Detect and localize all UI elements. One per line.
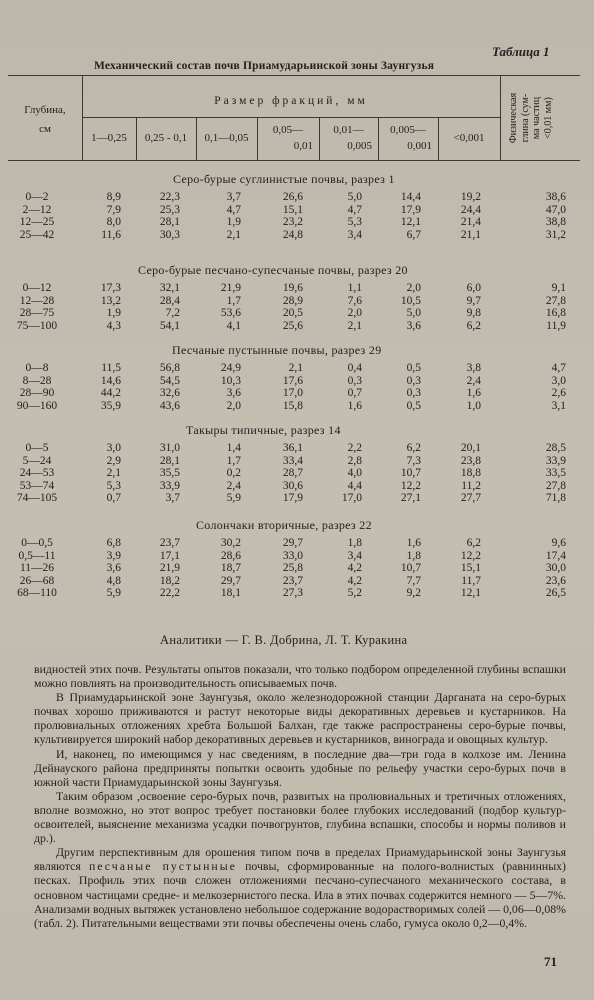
table-row — [0, 455, 594, 467]
value-cell: 3,0 — [106, 442, 121, 454]
table-row — [0, 282, 594, 294]
value-cell: 43,6 — [159, 399, 180, 412]
depth-cell: 2—12 — [22, 203, 52, 216]
value-cell: 1,0 — [466, 399, 481, 412]
value-cell: 22,2 — [159, 587, 180, 599]
depth-cell: 53—74 — [19, 479, 55, 492]
value-cell: 5,3 — [347, 216, 362, 228]
table-row — [0, 537, 594, 549]
value-cell: 5,0 — [406, 307, 421, 319]
value-cell: 12,1 — [460, 587, 481, 599]
value-cell: 14,6 — [100, 374, 121, 387]
value-cell: 71,8 — [545, 492, 566, 504]
value-cell: 17,0 — [341, 492, 362, 504]
fraction-header: 0,005 — [347, 140, 372, 152]
value-cell: 3,6 — [226, 387, 241, 399]
value-cell: 13,2 — [100, 294, 121, 307]
depth-cell: 26—68 — [19, 574, 55, 587]
value-cell: 1,8 — [347, 537, 362, 549]
value-cell: 4,1 — [226, 319, 241, 332]
value-cell: 31,0 — [159, 442, 180, 454]
value-cell: 9,1 — [551, 282, 566, 294]
value-cell: 28,1 — [159, 454, 180, 467]
value-cell: 17,9 — [282, 492, 303, 504]
value-cell: 27,3 — [282, 587, 303, 599]
value-cell: 17,1 — [159, 549, 180, 562]
value-cell: 17,9 — [400, 203, 421, 216]
value-cell: 33,5 — [545, 467, 566, 479]
value-cell: 35,5 — [159, 467, 180, 479]
table-row — [0, 480, 594, 492]
value-cell: 23,7 — [159, 537, 180, 549]
value-cell: 32,1 — [159, 282, 180, 294]
fraction-header: 0,01 — [293, 140, 313, 152]
value-cell: 1,7 — [226, 294, 241, 307]
depth-cell: 11—26 — [19, 562, 55, 574]
value-cell: 4,2 — [347, 574, 362, 587]
value-cell: 1,9 — [106, 307, 121, 319]
value-cell: 30,2 — [220, 537, 241, 549]
section-title: Серо-бурые песчано-супесчаные почвы, разрез 20 — [138, 263, 408, 277]
value-cell: 3,9 — [106, 549, 121, 562]
value-cell: 17,4 — [545, 549, 566, 562]
value-cell: 30,3 — [159, 228, 180, 241]
value-cell: 0,7 — [347, 387, 362, 399]
table-row — [0, 400, 594, 412]
value-cell: 24,4 — [460, 203, 481, 216]
value-cell: 6,8 — [106, 537, 121, 549]
value-cell: 17,0 — [282, 387, 303, 399]
value-cell: 0,4 — [347, 362, 362, 374]
fraction-header: 0,25 - 0,1 — [144, 132, 188, 144]
analysts-line: Аналитики — Г. В. Добрина, Л. Т. Куракина — [160, 633, 408, 647]
value-cell: 2,0 — [347, 307, 362, 319]
value-cell: 27,1 — [400, 492, 421, 504]
value-cell: 28,7 — [282, 467, 303, 479]
depth-cell: 25—42 — [19, 228, 55, 241]
fraction-header: 1—0,25 — [91, 132, 127, 144]
value-cell: 23,6 — [545, 574, 566, 587]
value-cell: 1,9 — [226, 216, 241, 228]
clay-header — [504, 80, 578, 158]
depth-cell: 0—0,5 — [21, 537, 53, 549]
value-cell: 4,7 — [347, 203, 362, 216]
table-title: Механический состав почв Приамударьинской зоны Заунгузья — [94, 60, 435, 72]
value-cell: 3,4 — [347, 228, 362, 241]
value-cell: 4,7 — [226, 203, 241, 216]
value-cell: 2,1 — [347, 319, 362, 332]
value-cell: 11,5 — [101, 362, 121, 374]
table-row — [0, 550, 594, 562]
table-row — [0, 387, 594, 399]
value-cell: 9,6 — [551, 537, 566, 549]
depth-cell: 0—2 — [25, 191, 49, 203]
value-cell: 54,5 — [159, 374, 180, 387]
value-cell: 26,6 — [282, 191, 303, 203]
value-cell: 7,2 — [165, 307, 180, 319]
value-cell: 26,5 — [545, 587, 566, 599]
table-row — [0, 229, 594, 241]
value-cell: 4,3 — [106, 319, 121, 332]
depth-cell: 0,5—11 — [18, 549, 56, 562]
value-cell: 10,3 — [220, 374, 241, 387]
emphasis: песчаные пустынные — [88, 859, 237, 874]
paragraph: Другим перспективным для орошения типом почв в пределах Приамударьинской зоны Заунгузья являются песчаные пустынные почвы, сформированные на полого-волнистых (равнинных) песках. Профиль этих почв сложен отложениями песчано-супесчаного механического состава, в основном частицами средне- и мелкозернистого песка. Ила в этих почвах содержится немного — 5—7%. Анализами водных вытяжек установлено небольшое содержание водорастворимых солей — 0,06—0,08% (табл. 2). Питательными веществами эти почвы обеспечены очень слабо, гумуса около 0,2—0,4%. — [34, 845, 566, 930]
value-cell: 3,4 — [347, 549, 362, 562]
value-cell: 36,1 — [282, 442, 303, 454]
value-cell: 1,6 — [347, 399, 362, 412]
depth-cell: 24—53 — [19, 467, 55, 479]
table-row — [0, 442, 594, 454]
value-cell: 19,2 — [460, 191, 481, 203]
value-cell: 53,6 — [220, 307, 241, 319]
value-cell: 7,3 — [406, 454, 421, 467]
value-cell: 2,8 — [347, 454, 362, 467]
paragraph: Таким образом ,освоение серо-бурых почв, развитых на пролювиальных и третичных отложениях, вполне возможно, но этот вопрос требует постановки более глубоких исследований (подбор культур-освоителей, выяснение механизма усадки почвогрунтов, глубина вспашки, способы и нормы поливов и др.). — [34, 788, 566, 846]
header-bottom-rule — [8, 160, 580, 161]
clay-header-line: глина (сум- — [519, 93, 531, 143]
section-title: Солончаки вторичные, разрез 22 — [196, 518, 372, 532]
value-cell: 7,9 — [106, 203, 121, 216]
value-cell: 33,9 — [545, 454, 566, 467]
value-cell: 47,0 — [545, 203, 566, 216]
value-cell: 4,2 — [347, 562, 362, 574]
value-cell: 4,4 — [347, 479, 362, 492]
value-cell: 3,1 — [551, 399, 566, 412]
depth-cell: 12—28 — [19, 294, 55, 307]
value-cell: 2,1 — [226, 228, 241, 241]
value-cell: 28,5 — [545, 442, 566, 454]
value-cell: 20,1 — [460, 442, 481, 454]
value-cell: 3,6 — [106, 562, 121, 574]
value-cell: 18,7 — [220, 562, 241, 574]
value-cell: 3,7 — [226, 191, 241, 203]
value-cell: 28,6 — [220, 549, 241, 562]
value-cell: 0,3 — [406, 387, 421, 399]
depth-cell: 75—100 — [16, 319, 58, 332]
value-cell: 2,1 — [106, 467, 121, 479]
fraction-header: 0,001 — [407, 140, 432, 152]
value-cell: 20,5 — [282, 307, 303, 319]
value-cell: 3,7 — [165, 492, 180, 504]
table-row — [0, 562, 594, 574]
depth-header: Глубина, — [24, 104, 66, 116]
value-cell: 38,8 — [545, 216, 566, 228]
value-cell: 27,7 — [460, 492, 481, 504]
value-cell: 54,1 — [159, 319, 180, 332]
value-cell: 2,6 — [551, 387, 566, 399]
section-title: Песчаные пустынные почвы, разрез 29 — [172, 343, 382, 357]
value-cell: 14,4 — [400, 191, 421, 203]
table-row — [0, 295, 594, 307]
depth-cell: 28—90 — [19, 387, 55, 399]
depth-cell: 0—5 — [25, 442, 49, 454]
value-cell: 1,4 — [226, 442, 241, 454]
value-cell: 4,0 — [347, 467, 362, 479]
value-cell: 12,1 — [400, 216, 421, 228]
value-cell: 16,8 — [545, 307, 566, 319]
value-cell: 25,6 — [282, 319, 303, 332]
paragraph: видностей этих почв. Результаты опытов показали, что только подбором определенной глубины вспашки можно повлиять на производительность описываемых почв. — [34, 662, 566, 691]
depth-cell: 28—75 — [19, 307, 55, 319]
value-cell: 10,7 — [400, 562, 421, 574]
value-cell: 0,7 — [106, 492, 121, 504]
value-cell: 0,3 — [406, 374, 421, 387]
fractions-header: Размер фракций, мм — [214, 95, 368, 107]
value-cell: 28,9 — [282, 294, 303, 307]
value-cell: 17,3 — [100, 282, 121, 294]
value-cell: 33,4 — [282, 454, 303, 467]
body-text — [34, 662, 566, 930]
clay-header-line: Физическая — [508, 92, 519, 144]
depth-cell: 5—24 — [22, 454, 52, 467]
table-row — [0, 191, 594, 203]
value-cell: 27,8 — [545, 294, 566, 307]
value-cell: 10,7 — [400, 467, 421, 479]
value-cell: 7,6 — [347, 294, 362, 307]
depth-cell: 74—105 — [16, 492, 58, 504]
value-cell: 0,2 — [226, 467, 241, 479]
value-cell: 24,8 — [282, 228, 303, 241]
value-cell: 23,2 — [282, 216, 303, 228]
table-row — [0, 216, 594, 228]
value-cell: 21,1 — [460, 228, 481, 241]
depth-cell: 0—8 — [25, 362, 49, 374]
table-row — [0, 492, 594, 504]
value-cell: 22,3 — [159, 191, 180, 203]
value-cell: 38,6 — [545, 191, 566, 203]
depth-cell: 0—12 — [22, 282, 52, 294]
value-cell: 27,8 — [545, 479, 566, 492]
value-cell: 4,8 — [106, 574, 121, 587]
table-row — [0, 575, 594, 587]
value-cell: 10,5 — [400, 294, 421, 307]
value-cell: 0,5 — [406, 362, 421, 374]
fraction-header: 0,01— — [333, 124, 364, 136]
value-cell: 32,6 — [159, 387, 180, 399]
page-number: 71 — [544, 954, 557, 969]
table-row — [0, 204, 594, 216]
value-cell: 8,9 — [106, 191, 121, 203]
depth-cell: 90—160 — [16, 399, 58, 412]
value-cell: 2,1 — [288, 362, 303, 374]
value-cell: 11,7 — [461, 574, 481, 587]
value-cell: 5,0 — [347, 191, 362, 203]
value-cell: 23,8 — [460, 454, 481, 467]
table-row — [0, 587, 594, 599]
value-cell: 7,7 — [406, 574, 421, 587]
value-cell: 4,7 — [551, 362, 566, 374]
value-cell: 15,1 — [282, 203, 303, 216]
value-cell: 2,4 — [466, 374, 481, 387]
value-cell: 23,7 — [282, 574, 303, 587]
value-cell: 9,7 — [466, 294, 481, 307]
value-cell: 44,2 — [100, 387, 121, 399]
paragraph: В Приамударьинской зоне Заунгузья, около железнодорожной станции Дарганата на серо-бурых почвах хорошо приживаются и растут некоторые виды декоративных деревьев и кустарников. На пролювиальных отложениях хребта Большой Балхан, где также распространены серо-бурые почвы, культивируется широкий набор декоративных деревьев и кустарников, винограда и овощных культур. — [34, 690, 566, 747]
value-cell: 19,6 — [282, 282, 303, 294]
value-cell: 6,7 — [406, 228, 421, 241]
value-cell: 12,2 — [400, 479, 421, 492]
value-cell: 6,0 — [466, 282, 481, 294]
value-cell: 2,9 — [106, 454, 121, 467]
value-cell: 2,4 — [226, 479, 241, 492]
value-cell: 31,2 — [545, 228, 566, 241]
value-cell: 33,0 — [282, 549, 303, 562]
value-cell: 3,8 — [466, 362, 481, 374]
value-cell: 35,9 — [100, 399, 121, 412]
value-cell: 12,2 — [460, 549, 481, 562]
value-cell: 29,7 — [220, 574, 241, 587]
value-cell: 25,3 — [159, 203, 180, 216]
depth-cell: 68—110 — [17, 587, 57, 599]
value-cell: 21,9 — [220, 282, 241, 294]
value-cell: 1,8 — [406, 549, 421, 562]
paragraph: И, наконец, по имеющимся у нас сведениям, в последние два—три года в колхозе им. Ленина Дейнауского района предприняты попытки освоить удобные по рельефу участки серо-бурых почв в южной части Приамударьинской зоны Заунгузья. — [34, 746, 566, 789]
depth-cell: 8—28 — [22, 374, 52, 387]
value-cell: 11,9 — [546, 319, 566, 332]
value-cell: 21,4 — [460, 216, 481, 228]
value-cell: 1,6 — [466, 387, 481, 399]
table-row — [0, 467, 594, 479]
value-cell: 5,9 — [226, 492, 241, 504]
fraction-header: 0,05— — [272, 124, 304, 136]
clay-header-line: ма частиц — [531, 96, 542, 140]
value-cell: 56,8 — [159, 362, 180, 374]
value-cell: 18,2 — [159, 574, 180, 587]
clay-header-line: <0,01 мм) — [542, 97, 554, 139]
value-cell: 9,2 — [406, 587, 421, 599]
table-row — [0, 320, 594, 332]
value-cell: 3,6 — [406, 319, 421, 332]
value-cell: 30,6 — [282, 479, 303, 492]
value-cell: 28,1 — [159, 216, 180, 228]
value-cell: 1,6 — [406, 537, 421, 549]
value-cell: 15,8 — [282, 399, 303, 412]
value-cell: 18,1 — [220, 587, 241, 599]
fraction-header: <0,001 — [453, 132, 485, 144]
value-cell: 0,3 — [347, 374, 362, 387]
value-cell: 2,2 — [347, 442, 362, 454]
fraction-header: 0,005— — [390, 124, 426, 136]
header-top-rule — [8, 75, 580, 76]
value-cell: 8,0 — [106, 216, 121, 228]
value-cell: 2,0 — [226, 399, 241, 412]
depth-cell: 12—25 — [19, 216, 55, 228]
value-cell: 3,0 — [551, 374, 566, 387]
value-cell: 11,6 — [101, 228, 121, 241]
table-number: Таблица 1 — [492, 44, 550, 59]
value-cell: 5,9 — [106, 587, 121, 599]
value-cell: 6,2 — [466, 319, 481, 332]
fraction-header: 0,1—0,05 — [204, 132, 249, 144]
table-row — [0, 375, 594, 387]
value-cell: 5,3 — [106, 479, 121, 492]
value-cell: 15,1 — [460, 562, 481, 574]
value-cell: 9,8 — [466, 307, 481, 319]
value-cell: 18,8 — [460, 467, 481, 479]
value-cell: 1,1 — [347, 282, 362, 294]
value-cell: 0,5 — [406, 399, 421, 412]
value-cell: 6,2 — [466, 537, 481, 549]
value-cell: 29,7 — [282, 537, 303, 549]
value-cell: 11,2 — [461, 479, 481, 492]
value-cell: 1,7 — [226, 454, 241, 467]
value-cell: 24,9 — [220, 362, 241, 374]
value-cell: 30,0 — [545, 562, 566, 574]
value-cell: 28,4 — [159, 294, 180, 307]
table-row — [0, 307, 594, 319]
value-cell: 5,2 — [347, 587, 362, 599]
value-cell: 25,8 — [282, 562, 303, 574]
value-cell: 17,6 — [282, 374, 303, 387]
depth-unit: см — [39, 123, 51, 135]
section-title: Серо-бурые суглинистые почвы, разрез 1 — [173, 172, 395, 186]
value-cell: 33,9 — [159, 479, 180, 492]
value-cell: 2,0 — [406, 282, 421, 294]
value-cell: 6,2 — [406, 442, 421, 454]
table-row — [0, 362, 594, 374]
section-title: Такыры типичные, разрез 14 — [186, 423, 341, 437]
value-cell: 21,9 — [159, 562, 180, 574]
